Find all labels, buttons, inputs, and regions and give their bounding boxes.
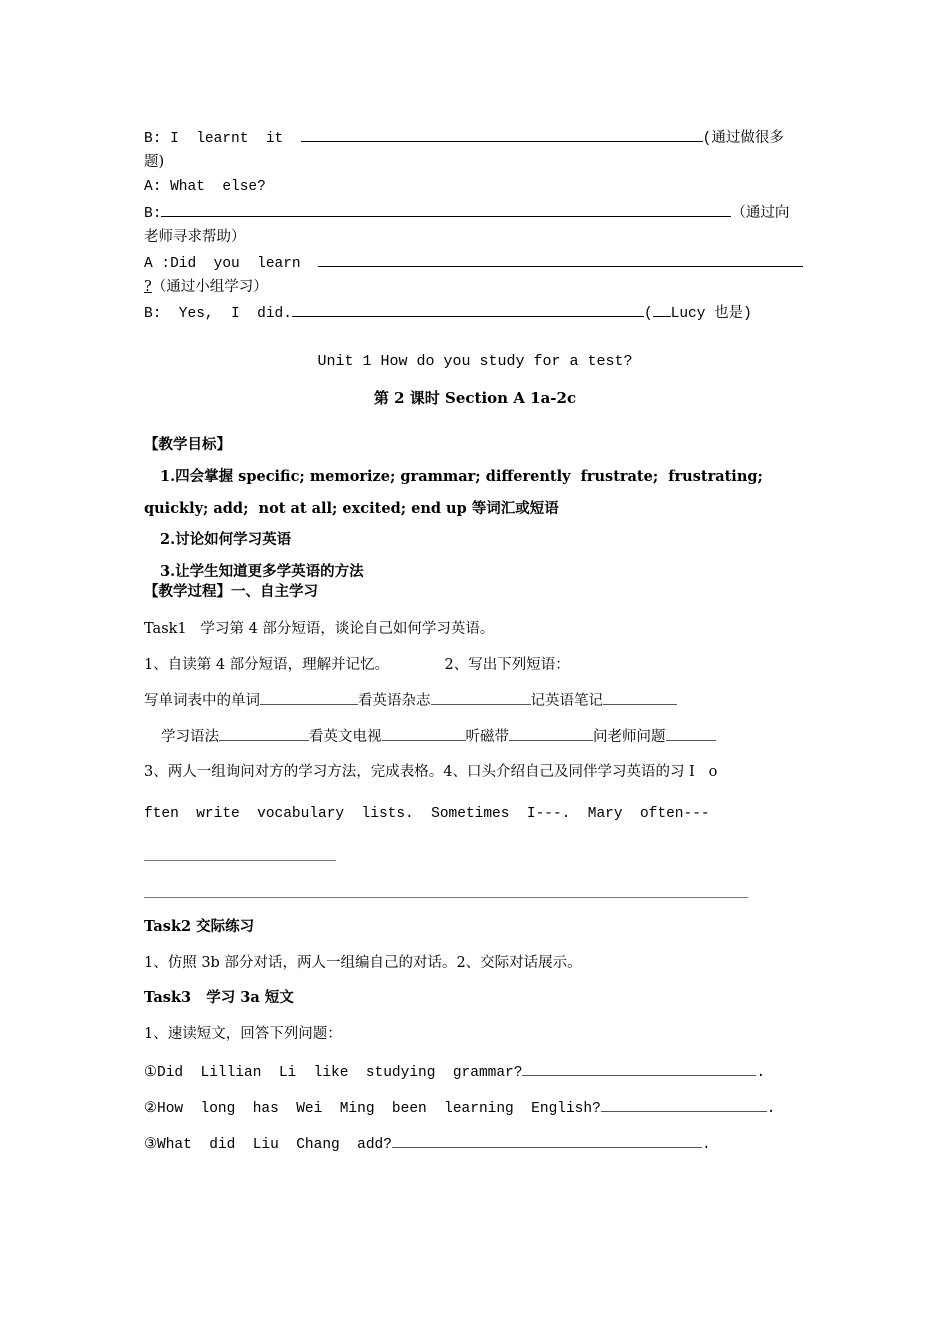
- dialogue-line-4-cont: [144, 277, 268, 297]
- phrase-row-1: [144, 690, 677, 711]
- task1-sample: ften write vocabulary lists. Sometimes I---. Mary often---: [144, 806, 710, 822]
- task1-step-3: 3、两人一组询问对方的学习方法，完成表格。4、口头介绍自己及同伴学习英语的习 I o: [144, 764, 718, 780]
- objective-1a: 1.四会掌握 specific; memorize; grammar; differently frustrate; frustrating;: [160, 468, 763, 485]
- question-3: [144, 1133, 711, 1155]
- dialogue-line-1: [144, 127, 784, 149]
- task1-step-1: 1、自读第 4 部分短语，理解并记忆。: [144, 657, 390, 673]
- dialogue-line-4: [144, 252, 803, 274]
- answer-blank[interactable]: [392, 1133, 702, 1148]
- phrase-label: 记英语笔记: [530, 693, 603, 709]
- question-2: [144, 1097, 775, 1119]
- question-1: [144, 1061, 765, 1083]
- task2-step-1: 1、仿照 3b 部分对话，两人一组编自己的对话。2、交际对话展示。: [144, 955, 582, 971]
- dialogue-line-3-cont: 老师寻求帮助）: [144, 229, 246, 245]
- speaker-text: A :Did you learn: [144, 256, 301, 272]
- phrase-blank[interactable]: [603, 690, 677, 705]
- phrase-row-2: [161, 726, 716, 747]
- phrase-label: 看英语杂志: [358, 693, 431, 709]
- speaker-text: B:: [144, 206, 162, 222]
- phrase-blank[interactable]: [219, 726, 309, 741]
- phrase-label: 看英文电视: [309, 729, 382, 745]
- task3-title: Task3 学习 3a 短文: [144, 989, 294, 1006]
- dialogue-line-5: [144, 302, 752, 324]
- process-heading: 【教学过程】一、自主学习: [144, 583, 318, 600]
- answer-blank[interactable]: [301, 127, 703, 142]
- hint-open: (: [643, 306, 653, 322]
- unit-title: Unit 1 How do you study for a test?: [317, 353, 633, 370]
- answer-rule[interactable]: [144, 897, 748, 898]
- period: .: [701, 1137, 711, 1153]
- objective-3: 3.让学生知道更多学英语的方法: [160, 563, 364, 580]
- speaker-text: B: I learnt it: [144, 131, 284, 147]
- hint-blank[interactable]: [653, 302, 671, 317]
- phrase-blank[interactable]: [260, 690, 358, 705]
- phrase-blank[interactable]: [431, 690, 531, 705]
- task2-title: Task2 交际练习: [144, 918, 255, 935]
- hint-text: （通过小组学习）: [151, 279, 268, 295]
- answer-blank[interactable]: [522, 1061, 756, 1076]
- hint-text: (通过做很多: [702, 131, 784, 147]
- task3-step-1: 1、速读短文，回答下列问题：: [144, 1026, 342, 1042]
- question-text: ③What did Liu Chang add?: [144, 1137, 392, 1153]
- answer-blank[interactable]: [318, 252, 803, 267]
- task1-title: Task1 学习第 4 部分短语，谈论自己如何学习英语。: [144, 621, 495, 637]
- task1-step-2: 2、写出下列短语：: [444, 657, 570, 673]
- answer-blank[interactable]: [601, 1097, 767, 1112]
- lesson-title: 第 2 课时 Section A 1a-2c: [373, 389, 577, 407]
- phrase-blank[interactable]: [509, 726, 593, 741]
- objectives-heading: 【教学目标】: [144, 436, 231, 453]
- objective-1b: quickly; add; not at all; excited; end up 等词汇或短语: [144, 500, 559, 517]
- question-text: ②How long has Wei Ming been learning English?: [144, 1101, 601, 1117]
- phrase-label: 学习语法: [161, 729, 219, 745]
- speaker-text: B: Yes, I did.: [144, 306, 292, 322]
- dialogue-line-2: A: What else?: [144, 179, 266, 195]
- phrase-blank[interactable]: [666, 726, 716, 741]
- phrase-blank[interactable]: [382, 726, 466, 741]
- hint-text: （通过向: [731, 206, 790, 222]
- answer-blank[interactable]: [161, 202, 731, 217]
- hint-text: Lucy 也是): [670, 306, 752, 322]
- period: .: [756, 1065, 766, 1081]
- answer-blank[interactable]: [292, 302, 644, 317]
- phrase-label: 写单词表中的单词: [144, 693, 260, 709]
- dialogue-line-3: [144, 202, 789, 224]
- objective-2: 2.讨论如何学习英语: [160, 531, 292, 548]
- question-text: ①Did Lillian Li like studying grammar?: [144, 1065, 523, 1081]
- phrase-label: 听磁带: [465, 729, 509, 745]
- dialogue-line-1-cont: 题): [144, 154, 165, 170]
- question-mark: ?: [144, 279, 152, 295]
- phrase-label: 问老师问题: [593, 729, 666, 745]
- answer-rule[interactable]: [144, 860, 336, 861]
- period: .: [766, 1101, 776, 1117]
- task1-steps-1-2: [144, 655, 570, 675]
